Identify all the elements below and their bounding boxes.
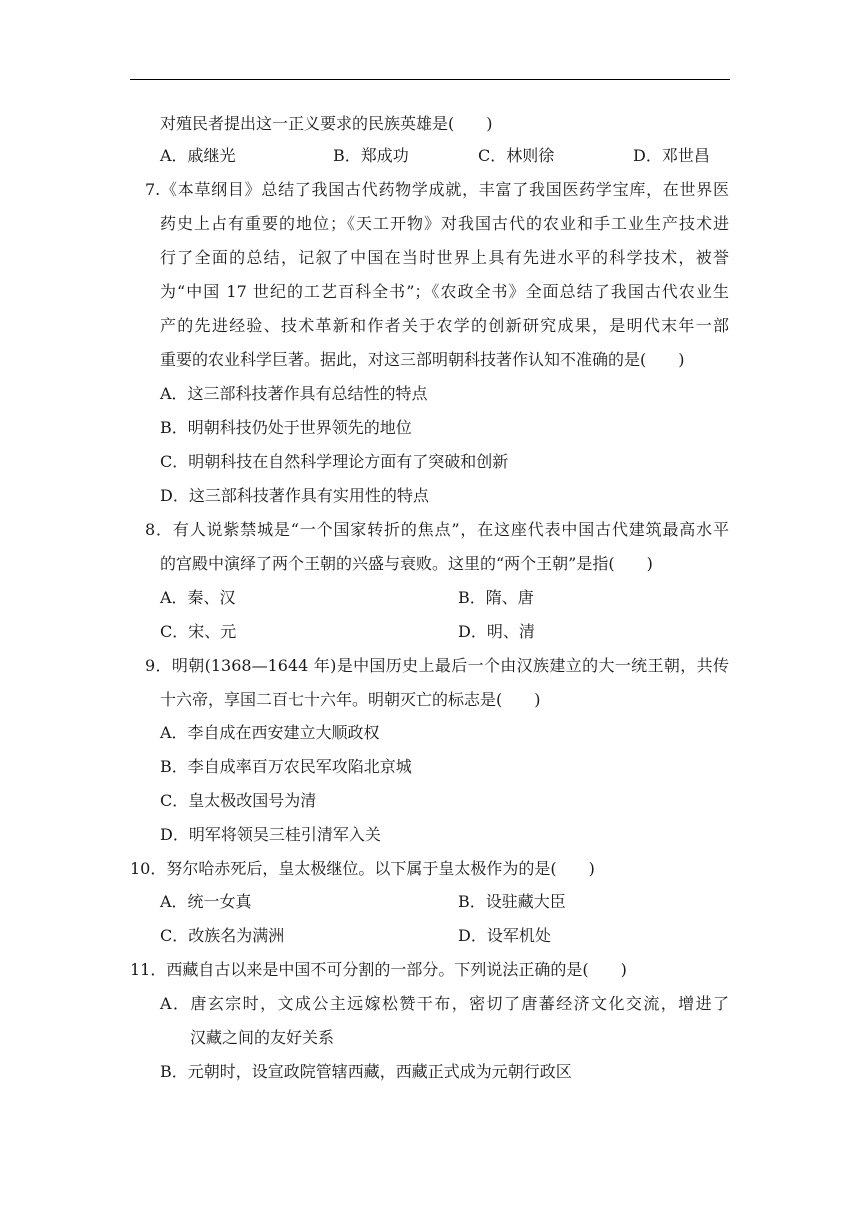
- q8-stem-line: 8．有人说紫禁城是“一个国家转折的焦点”，在这座代表中国古代建筑最高水平: [145, 520, 729, 539]
- q7-stem-line: 产的先进经验、技术革新和作者关于农学的创新研究成果，是明代末年一部: [160, 316, 729, 335]
- q9-option-a: A．李自成在西安建立大顺政权: [160, 723, 380, 742]
- q10-option-a: A．统一女真: [160, 892, 252, 911]
- q9-option-b: B．李自成率百万农民军攻陷北京城: [160, 757, 412, 776]
- q7-stem-line: 7.《本草纲目》总结了我国古代药物学成就，丰富了我国医药学宝库，在世界医: [145, 180, 729, 199]
- q10-stem: 10．努尔哈赤死后，皇太极继位。以下属于皇太极作为的是( ): [130, 859, 595, 878]
- q7-stem-line: 药史上占有重要的地位；《天工开物》对我国古代的农业和手工业生产技术进: [160, 214, 729, 233]
- q6-option-b: B．郑成功: [333, 146, 409, 165]
- q7-option-b: B．明朝科技仍处于世界领先的地位: [160, 418, 412, 437]
- q8-option-b: B．隋、唐: [458, 588, 534, 607]
- q7-stem-line: 行了全面的总结，记叙了中国在当时世界上具有先进水平的科学技术，被誉: [160, 248, 729, 267]
- q8-option-c: C．宋、元: [160, 622, 237, 641]
- q7-stem-line: 为“中国 17 世纪的工艺百科全书”；《农政全书》全面总结了我国古代农业生: [160, 282, 729, 301]
- q6-option-a: A．戚继光: [160, 146, 236, 165]
- q10-option-c: C．改族名为满洲: [160, 926, 285, 945]
- q8-option-d: D．明、清: [458, 622, 535, 641]
- q7-option-c: C．明朝科技在自然科学理论方面有了突破和创新: [160, 452, 509, 471]
- q9-option-d: D．明军将领吴三桂引清军入关: [160, 825, 381, 844]
- q10-option-d: D．设军机处: [458, 926, 551, 945]
- q11-stem: 11．西藏自古以来是中国不可分割的一部分。下列说法正确的是( ): [130, 960, 627, 979]
- q9-stem-line: 十六帝，享国二百七十六年。明朝灭亡的标志是( ): [160, 690, 541, 709]
- q11-option-a: A．唐玄宗时，文成公主远嫁松赞干布，密切了唐蕃经济文化交流，增进了: [160, 994, 729, 1013]
- q7-option-a: A．这三部科技著作具有总结性的特点: [160, 384, 428, 403]
- q8-stem-line: 的宫殿中演绎了两个王朝的兴盛与衰败。这里的“两个王朝”是指( ): [160, 554, 653, 573]
- q11-option-b: B．元朝时，设宣政院管辖西藏，西藏正式成为元朝行政区: [160, 1062, 572, 1081]
- q10-option-b: B．设驻藏大臣: [458, 892, 566, 911]
- q11-option-a-cont: 汉藏之间的友好关系: [190, 1028, 335, 1047]
- q6-stem: 对殖民者提出这一正义要求的民族英雄是( ): [160, 114, 493, 133]
- header-rule: [130, 79, 730, 80]
- q8-option-a: A．秦、汉: [160, 588, 236, 607]
- q7-stem-line: 重要的农业科学巨著。据此，对这三部明朝科技著作认知不准确的是( ): [160, 350, 685, 369]
- q6-option-d: D．邓世昌: [633, 146, 710, 165]
- q6-option-c: C．林则徐: [478, 146, 555, 165]
- q9-stem-line: 9．明朝(1368—1644 年)是中国历史上最后一个由汉族建立的大一统王朝，共传: [145, 656, 729, 675]
- q9-option-c: C．皇太极改国号为清: [160, 791, 317, 810]
- q7-option-d: D．这三部科技著作具有实用性的特点: [160, 486, 429, 505]
